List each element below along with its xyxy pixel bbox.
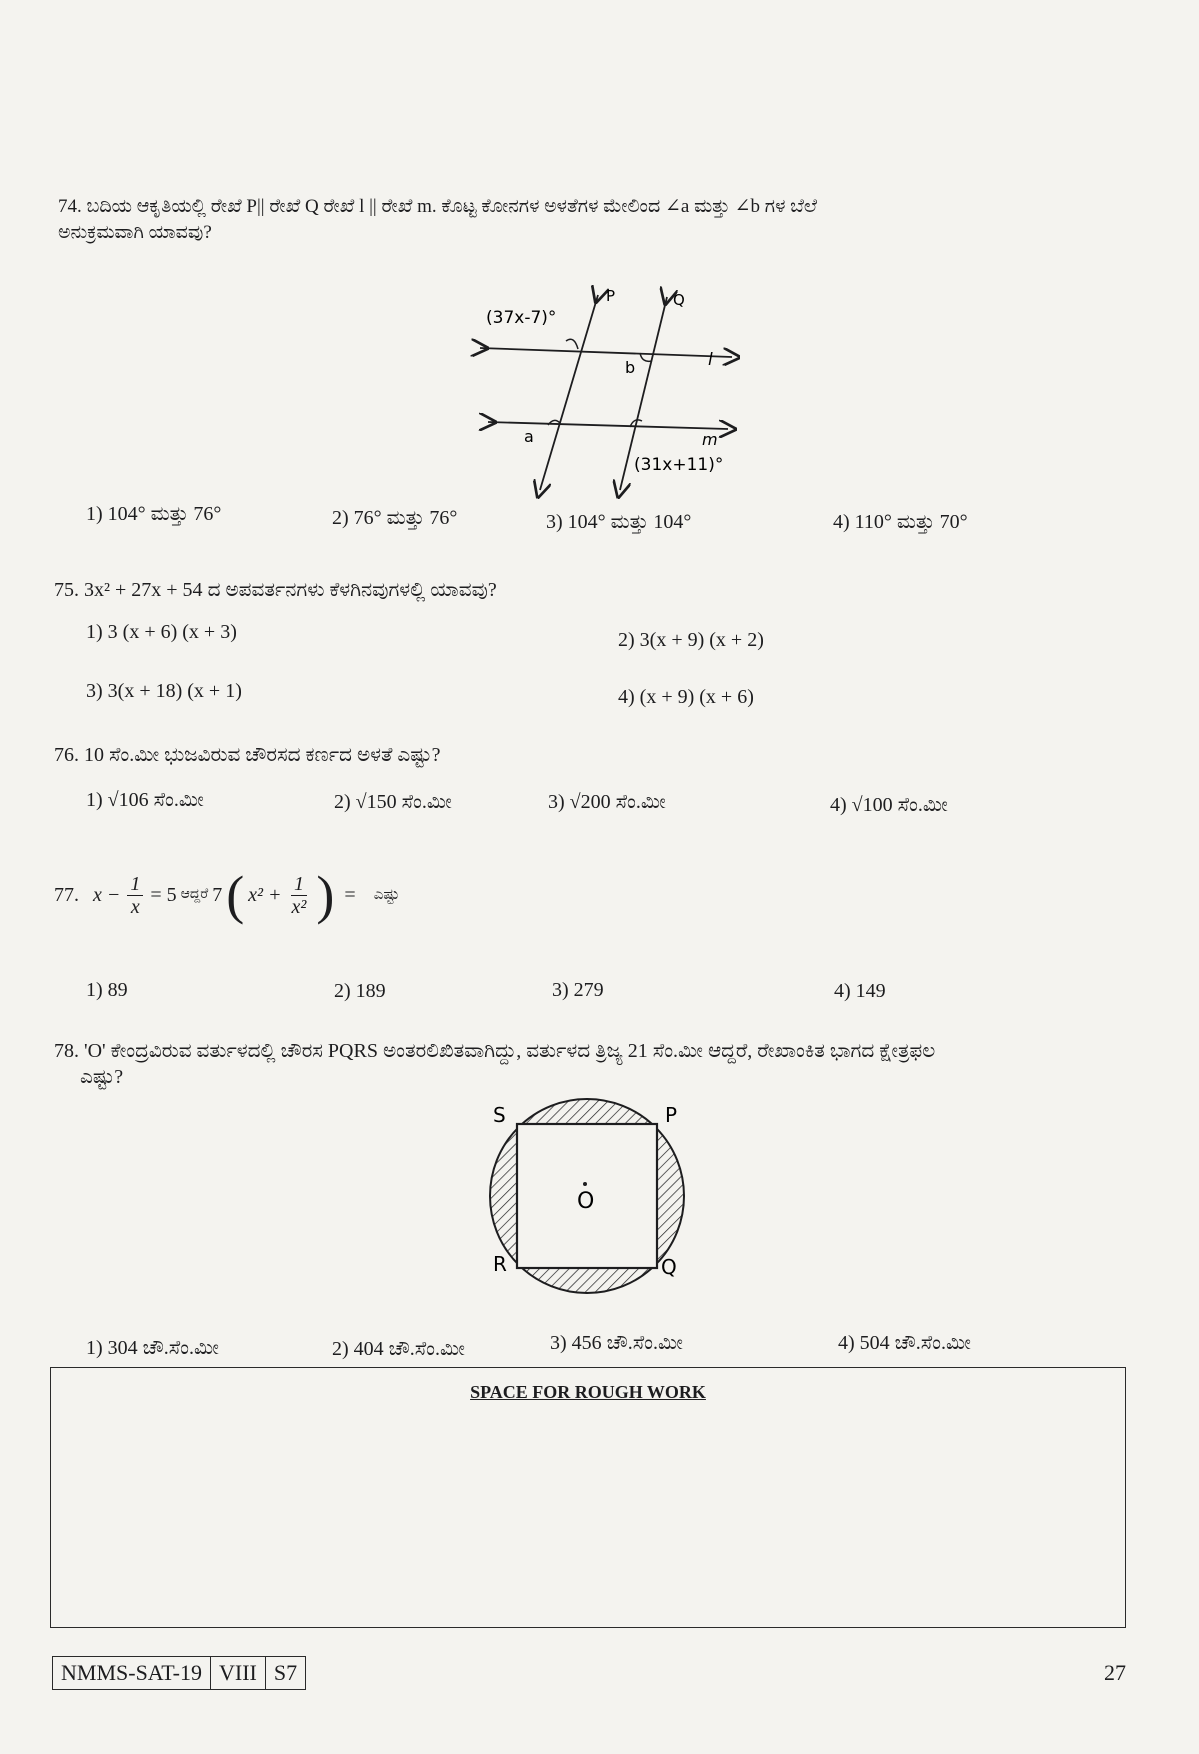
angle-arc-top: [566, 339, 578, 349]
q75-expression: 3x² + 27x + 54: [84, 579, 203, 601]
footer-set: S7: [273, 1660, 298, 1685]
q76-text: [54, 742, 441, 768]
q77-option-1: 1) 89: [86, 979, 128, 1001]
q78-line2: ಎಷ್ಟು?: [80, 1066, 124, 1088]
label-o: O: [577, 1189, 595, 1214]
label-angle-bottom: (31x+11)°: [634, 455, 724, 475]
q75-option-4: 4) (x + 9) (x + 6): [618, 686, 754, 708]
q75-text: [54, 577, 497, 603]
q74-option-4: 4) 110° ಮತ್ತು 70°: [833, 511, 968, 533]
rough-work-title: SPACE FOR ROUGH WORK: [470, 1382, 706, 1402]
q76-option-1: 1) √106 ಸೆಂ.ಮೀ: [86, 789, 204, 811]
q76-option-2: 2) √150 ಸೆಂ.ಮೀ: [334, 791, 452, 813]
q74-text: [58, 194, 1138, 246]
q77-text: [54, 865, 400, 925]
q77-eq5: = 5: [150, 884, 177, 906]
label-q: Q: [673, 291, 685, 309]
q74-number: 74.: [58, 196, 82, 217]
q74-parallel-lines-figure: [470, 285, 740, 510]
q76-option-4: 4) √100 ಸೆಂ.ಮೀ: [830, 794, 948, 816]
label-a: a: [524, 427, 534, 446]
label-l: l: [708, 350, 713, 370]
q77-lhs: x −: [93, 884, 121, 906]
q75-option-1: 1) 3 (x + 6) (x + 3): [86, 621, 237, 643]
label-q-78: Q: [661, 1255, 677, 1279]
label-p-78: P: [665, 1103, 678, 1127]
q74-option-3: 3) 104° ಮತ್ತು 104°: [546, 511, 692, 533]
q75-option-3: 3) 3(x + 18) (x + 1): [86, 680, 242, 702]
q74-line2: ಅನುಕ್ರಮವಾಗಿ ಯಾವವು?: [58, 222, 212, 243]
q78-text: [54, 1038, 1134, 1090]
q77-option-4: 4) 149: [834, 980, 886, 1002]
q78-option-1: 1) 304 ಚೌ.ಸೆಂ.ಮೀ: [86, 1337, 219, 1359]
q77-fraction-2: $\frac{1}{\text{x²}}$: [291, 872, 307, 918]
q77-equals: =: [344, 884, 356, 906]
label-b: b: [625, 358, 636, 377]
q77-number: 77.: [54, 884, 79, 906]
q77-ask: ಎಷ್ಟು: [373, 887, 400, 903]
q78-circle-square-figure: [475, 1095, 700, 1295]
q77-left-paren: (: [226, 865, 245, 925]
label-s: S: [493, 1103, 506, 1127]
label-angle-top: (37x-7)°: [486, 308, 557, 328]
q77-condition: ಆದ್ದರೆ: [180, 887, 209, 902]
footer-exam-code: NMMS-SAT-19: [53, 1657, 211, 1689]
q76-number: 76.: [54, 744, 79, 766]
q74-line1: ಬದಿಯ ಆಕೃತಿಯಲ್ಲಿ ರೇಖೆ P|| ರೇಖೆ Q ರೇಖೆ l || ರೇಖೆ m. ಕೊಟ್ಟ ಕೋನಗಳ ಅಳತೆಗಳ ಮೇಲಿಂದ ∠a ಮತ್ತು ∠b ಗಳ ಬೆಲೆ: [86, 196, 817, 217]
q78-number: 78.: [54, 1040, 79, 1062]
q74-option-1: 1) 104° ಮತ್ತು 76°: [86, 503, 222, 525]
q78-option-3: 3) 456 ಚೌ.ಸೆಂ.ಮೀ: [550, 1332, 683, 1354]
q77-fraction-1: $\frac{1}{x}$: [127, 873, 143, 918]
line-l: [480, 348, 732, 357]
q78-option-2: 2) 404 ಚೌ.ಸೆಂ.ಮೀ: [332, 1338, 465, 1360]
q76-question: 10 ಸೆಂ.ಮೀ ಭುಜವಿರುವ ಚೌರಸದ ಕರ್ಣದ ಅಳತೆ ಎಷ್ಟು?: [84, 744, 441, 766]
q77-seven: 7: [212, 884, 223, 906]
q74-option-2: 2) 76° ಮತ್ತು 76°: [332, 507, 458, 529]
q76-option-3: 3) √200 ಸೆಂ.ಮೀ: [548, 791, 666, 813]
q75-question: ದ ಅಪವರ್ತನಗಳು ಕೆಳಗಿನವುಗಳಲ್ಲಿ ಯಾವವು?: [207, 579, 497, 601]
q77-option-2: 2) 189: [334, 980, 386, 1002]
label-m: m: [702, 430, 718, 449]
q78-option-4: 4) 504 ಚೌ.ಸೆಂ.ಮೀ: [838, 1332, 971, 1354]
center-point-o: [583, 1182, 587, 1186]
footer-class: VIII: [211, 1657, 266, 1689]
q75-option-2: 2) 3(x + 9) (x + 2): [618, 629, 764, 651]
q78-line1: 'O' ಕೇಂದ್ರವಿರುವ ವರ್ತುಳದಲ್ಲಿ ಚೌರಸ PQRS ಅಂತರಲಿಖಿತವಾಗಿದ್ದು, ವರ್ತುಳದ ತ್ರಿಜ್ಯ 21 ಸೆಂ.ಮೀ ಆದ್ದರೆ, ರೇಖಾಂಕಿತ ಭಾಗದ ಕ್ಷೇತ್ರಫಲ: [84, 1040, 936, 1062]
q75-number: 75.: [54, 579, 79, 601]
rough-work-box: [50, 1367, 1126, 1628]
label-r: R: [493, 1252, 507, 1276]
q77-option-3: 3) 279: [552, 979, 604, 1001]
q77-xsq: x² +: [248, 884, 282, 906]
q77-right-paren: ): [316, 865, 335, 925]
label-p: P: [606, 287, 616, 305]
footer-code-box: [52, 1656, 306, 1690]
page-number: 27: [1104, 1660, 1126, 1685]
